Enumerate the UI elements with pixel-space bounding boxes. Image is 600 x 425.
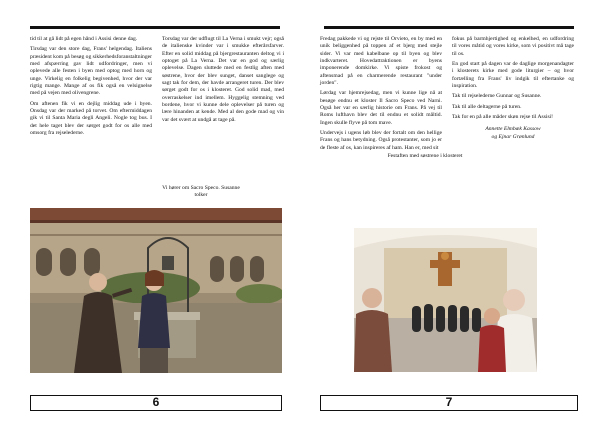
right-column-2 [452,36,574,144]
signature-line-1: Annette Elmbæk Kassow [485,126,541,133]
paragraph: Tirsdag var den store dag, Frans' helgendag. Italiens præsident kom på besøg og sikkerhedsforanstaltninger med afspærring gav lidt udfordringer, men vi oplevede alle festen i byen med optog med horn og unge. Virkelig en folkelig begivenhed, hvor der var rigtig mange. Mange af os fik også en velsignelse med på vejen med olivengrene. [30,46,152,97]
paragraph: En god start på dagen var de daglige morgenandagter i klosterets kirke med gode liturgier – og hvor fortælling fra Frans' liv indgik til eftertanke og inspiration. [452,61,574,90]
page-left [20,26,290,411]
page-number: 6 [152,395,160,409]
page-right [314,26,584,411]
photo-celebration-evening [354,228,537,372]
photo-caption: Vi hører om Sacro Speco. Susanne tolker [152,184,250,200]
page-number-box [320,395,578,411]
photo-caption: Festaften med søstrene i klosteret [362,152,488,161]
paragraph: Tak for en på alle måder skøn rejse til Assisi! [452,114,554,121]
photo-courtyard-friar [30,208,282,373]
left-column-1 [30,36,152,140]
page-top-rule [324,26,574,29]
hall-illustration [354,228,537,372]
left-column-2 [162,36,284,127]
page-top-rule [30,26,280,29]
signature [452,126,574,141]
page-number: 7 [445,395,453,409]
paragraph: Torsdag var der udflugt til La Verna i smukt vejr; også de italienske kvinder var i smukke efterårsfarver. Efter en solid middag på bjergrestauranten deltog vi i optoget på La Verna. Det var en god og særlig oplevelse. Dagen sluttede med en festlig aften med søstrene, hvor der blev sunget, danset sanglege og sagt tak for dem, der havde arrangeret turen. Der blev sørget godt for os i klosteret. God solid mad, med overraskelser ind imellem. Hyggelig stemning ved bordene, hvor vi kunne dele oplevelser på turen og lære hinanden at kende. Med al den gode mad og vin var det svært at undgå at tage på. [162,36,284,123]
right-column-1 [320,36,442,155]
paragraph: Lørdag var hjemrejsedag, men vi kunne lige nå at besøge endnu et kloster Il Sacro Speco ved Narni. Også her var en særlig historie om Frans. På vej til Roms lufthavn blev det til endnu et solidt måltid. Ingen skulle flyve på tom mave. [320,90,442,126]
paragraph: Undervejs i ugens løb blev der fortalt om den hellige Frans og hans betydning. Også protestanter, som jo er de fleste af os, kan inspireres af ham. Han er, med sit [320,130,442,151]
paragraph: fokus på barmhjertighed og enkelhed, en udfordring til vores måtid og vores kirke, som vi positivt må tage til os. [452,36,574,57]
paragraph: Om aftenen fik vi en dejlig middag ude i byen. Onsdag var der marked på torvet. Om eftermiddagen gik vi til Santa Maria degli Angeli. Nogle tog bus. I det hele taget blev der sørget godt for os alle med omsorg fra rejselederne. [30,100,152,137]
paragraph: tid til at gå lidt på egen hånd i Assisi denne dag. [30,36,138,42]
paragraph: Fredag pakkede vi og rejste til Orvieto, en by med en unik beliggenhed på toppen af et bjerg med stejle sider. Vi var med kabelbane op til byen og blev indkvarteret. Hovedattraktionen er byens imponerende domkirke. Vi spiste frokost og aftensmad på en charmerende restaurant "under jorden". [320,36,442,87]
courtyard-illustration [30,208,282,373]
paragraph: Tak til rejselederne Gunnar og Susanne. [452,93,542,100]
page-number-box [30,395,282,411]
signature-line-2: og Ejnar Grønlund [491,133,535,140]
paragraph: Tak til alle deltagerne på turen. [452,103,522,110]
